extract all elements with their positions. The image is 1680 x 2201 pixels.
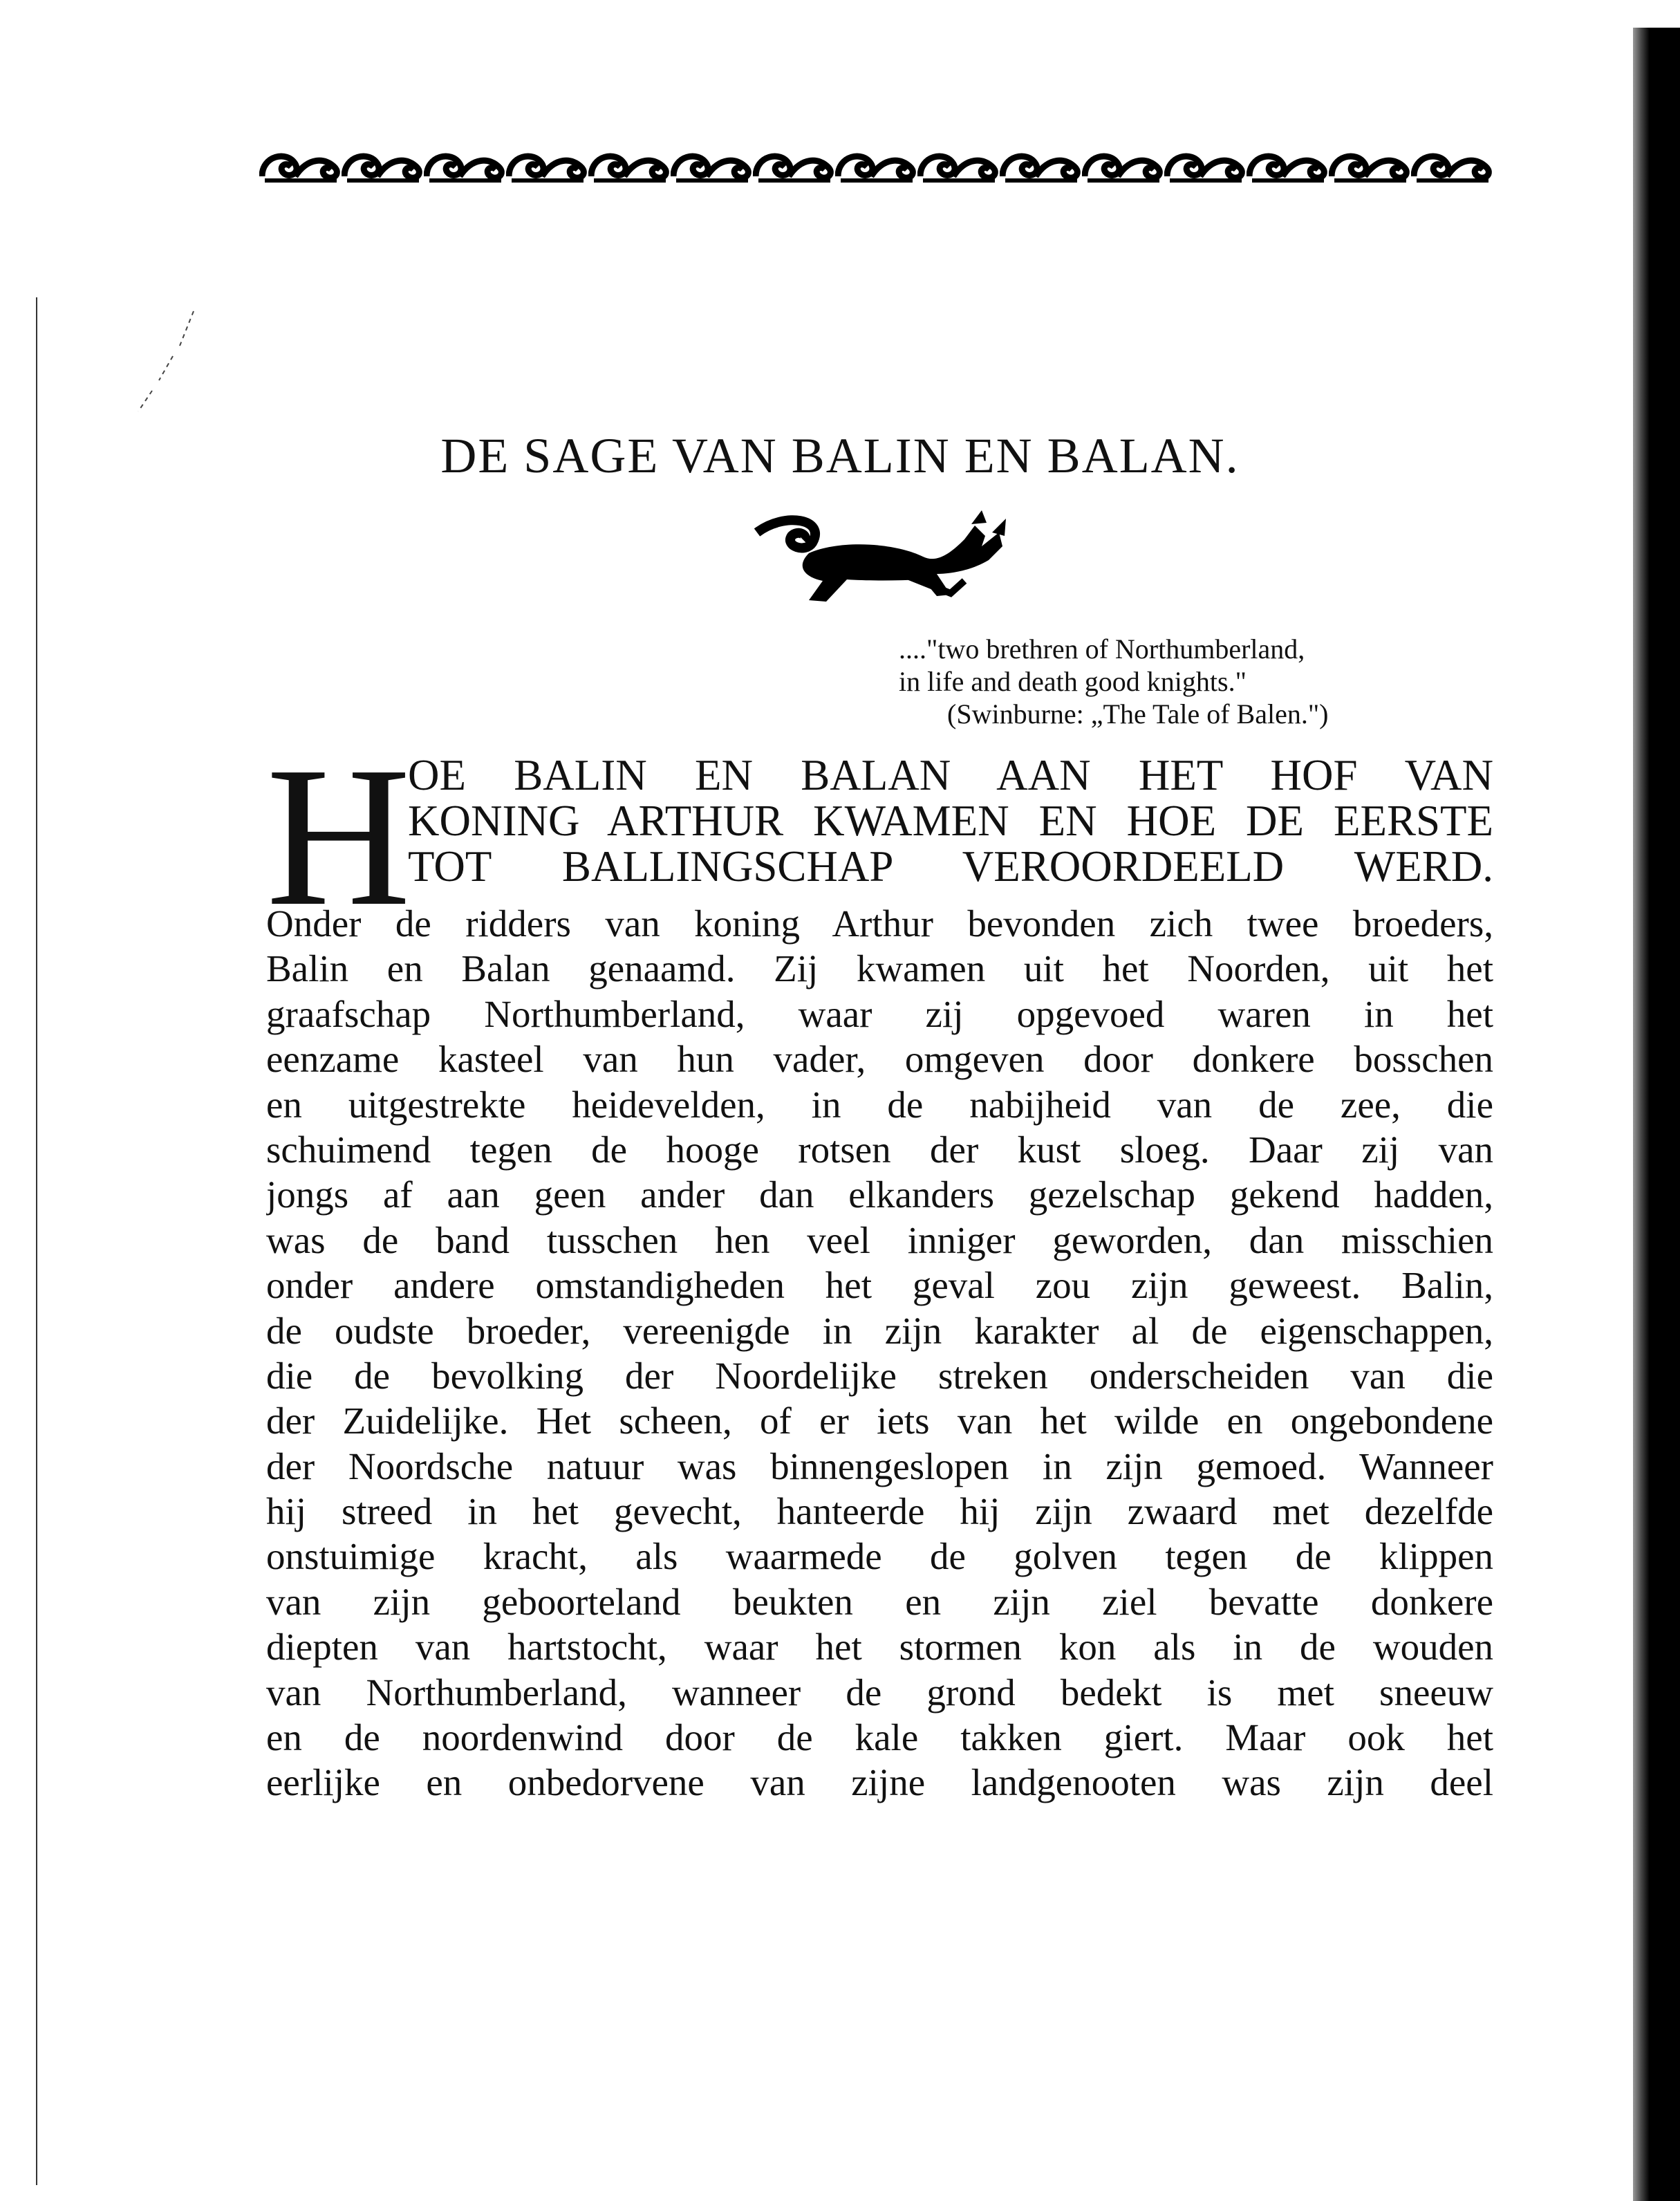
- text-line: Onder de ridders van koning Arthur bevonden zich twee broeders,: [266, 902, 1493, 945]
- chapter-heading-line: TOT BALLINGSCHAP VEROORDEELD WERD.: [408, 844, 1493, 889]
- text-line: onder andere omstandigheden het geval zou zijn geweest. Balin,: [266, 1264, 1493, 1307]
- chapter-heading: [408, 752, 1493, 889]
- text-line: die de bevolking der Noordelijke streken onderscheiden van die: [266, 1354, 1493, 1397]
- beast-vignette-icon: [743, 505, 1020, 609]
- text-line: der Zuidelijke. Het scheen, of er iets van het wilde en ongebondene: [266, 1400, 1493, 1442]
- page-right-edge-shadow: [1633, 28, 1680, 2201]
- chapter-heading-line: KONING ARTHUR KWAMEN EN HOE DE EERSTE: [408, 798, 1493, 844]
- text-line: de oudste broeder, vereenigde in zijn karakter al de eigenschappen,: [266, 1309, 1493, 1352]
- text-line: eenzame kasteel van hun vader, omgeven door donkere bosschen: [266, 1038, 1493, 1081]
- drop-cap-initial: H: [266, 725, 411, 947]
- body-text: [266, 901, 1493, 1805]
- text-line: onstuimige kracht, als waarmede de golven tegen de klippen: [266, 1535, 1493, 1578]
- text-line: en uitgestrekte heidevelden, in de nabijheid van de zee, die: [266, 1083, 1493, 1126]
- text-line: hij streed in het gevecht, hanteerde hij zijn zwaard met dezelfde: [266, 1490, 1493, 1533]
- epigraph: [899, 633, 1329, 730]
- text-line: graafschap Northumberland, waar zij opgevoed waren in het: [266, 992, 1493, 1035]
- stray-pencil-mark: [131, 304, 200, 415]
- decorative-border-ornament: [259, 142, 1493, 190]
- text-line: van zijn geboorteland beukten en zijn ziel bevatte donkere: [266, 1580, 1493, 1623]
- text-line: der Noordsche natuur was binnengeslopen in zijn gemoed. Wanneer: [266, 1445, 1493, 1487]
- text-line: diepten van hartstocht, waar het stormen kon als in de wouden: [266, 1626, 1493, 1669]
- epigraph-citation: (Swinburne: „The Tale of Balen."): [947, 698, 1329, 730]
- text-line: eerlijke en onbedorvene van zijne landgenooten was zijn deel: [266, 1761, 1493, 1804]
- epigraph-line: ...."two brethren of Northumberland,: [899, 633, 1305, 665]
- text-line: schuimend tegen de hooge rotsen der kust sloeg. Daar zij van: [266, 1128, 1493, 1171]
- epigraph-line: in life and death good knights.": [899, 666, 1247, 697]
- text-line: Balin en Balan genaamd. Zij kwamen uit het Noorden, uit het: [266, 947, 1493, 990]
- text-line: jongs af aan geen ander dan elkanders gezelschap gekend hadden,: [266, 1173, 1493, 1216]
- page-left-edge: [36, 297, 37, 2185]
- chapter-heading-line: OE BALIN EN BALAN AAN HET HOF VAN: [408, 752, 1493, 798]
- text-line: en de noordenwind door de kale takken giert. Maar ook het: [266, 1716, 1493, 1759]
- page-title: DE SAGE VAN BALIN EN BALAN.: [440, 428, 1240, 483]
- text-line: was de band tusschen hen veel inniger geworden, dan misschien: [266, 1218, 1493, 1261]
- text-line: van Northumberland, wanneer de grond bedekt is met sneeuw: [266, 1671, 1493, 1714]
